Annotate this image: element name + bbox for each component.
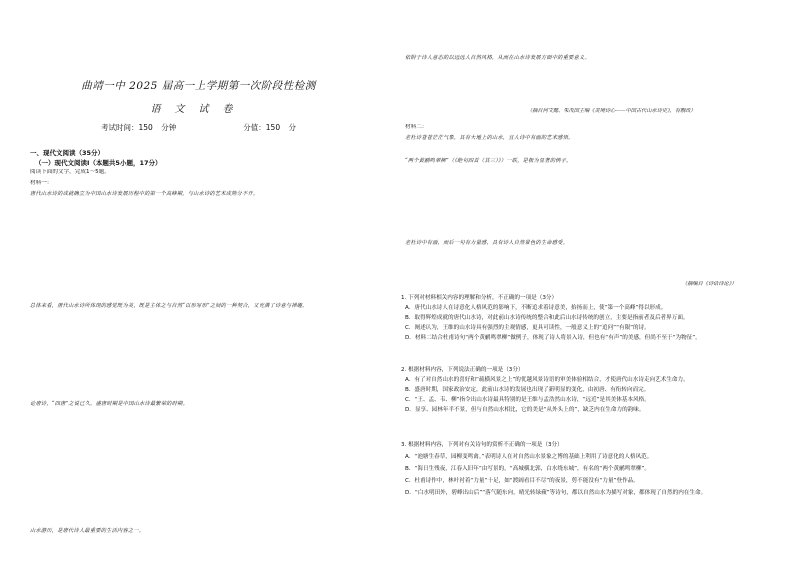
material2-paragraph-2: “两个黄鹂鸣翠柳”（《绝句四首（其三）》）一联，是极为显著的例子。 (405, 158, 572, 164)
question-2-option-d: D．显享、园林年半不景，但与自然山水相比，它的美是“从外头上的”，缺乏内在生命力的韵味。 (405, 407, 645, 413)
right-page (397, 0, 794, 562)
material1-paragraph-1: 唐代山水诗的成就确立为中国山水诗发展历程中的第一个高峰期，与山水诗的艺术成熟分不开。 (30, 191, 259, 197)
material1-paragraph-4: 山水游历，是唐代诗人最重要的生活内容之一。 (30, 528, 145, 534)
question-2-option-a: A．有了对自然山水的喜好和“疏横风景之上”的优越风景诗语的审美体验相结合，才使唐代山水诗走向艺术生命力。 (405, 377, 689, 383)
question-3-stem: 3. 根据材料内容，下列对有关诗句的赏析不正确的一项是（3分） (401, 442, 563, 448)
question-1-option-b: B．取得辉煌成就的唐代山水诗，对此前山水诗传统的整合和此后山水诗传统的创立，主要是指前者及后者界万面。 (405, 315, 689, 321)
exam-meta (0, 122, 397, 133)
material1-label: 材料一： (30, 180, 53, 186)
question-1-stem: 1. 下列对材料相关内容的理解和分析，不正确的一项是（3分） (401, 295, 558, 301)
question-1-option-d: D．材料二结合杜甫诗句“两个黄鹂鸣翠柳”做例子，体现了诗人将景入诗，但也有“有声”的美感，但尚不至于“为物征”。 (405, 335, 701, 341)
material1-conclusion: 依附于诗人意态的以远远人自然风格，从而在山水诗发展方面中的重要意义。 (405, 55, 590, 61)
material1-paragraph-2: 总体来看，唐代山水诗所体现的感觉既为美，既是主体之与自然“以形写形”之间的一种契合，又充满了诗意与禅趣。 (30, 303, 308, 309)
question-2-option-b: B．盛唐时期，国家政治安定，此前山水诗的发展也出现了新明显的变化，由初唐、有衔转向而完。 (405, 387, 650, 393)
citation-1: （摘自何文懿、朱茂国主编《灵境诗心——中国古代山水诗史》，有删改） (527, 108, 696, 114)
subsection-heading: （一）现代文阅读Ⅰ（本题共5小题，17分） (35, 159, 162, 167)
question-3-option-d: D．“白水明田外，碧峰出山后”“落气随东向，晴光转绿蘋”等诗句，都以自然山水为描写对象，都体现了自然的内在生命。 (405, 490, 707, 496)
exam-score: 分值：150 分 (243, 123, 296, 132)
exam-time: 考试时间：150 分钟 (101, 123, 177, 132)
material2-paragraph-1: 老杜诗苍苍茫茫气象，具有大地上的山水，宜人诗中有画的艺术感悟。 (405, 135, 574, 141)
question-2-stem: 2. 根据材料内容，下列说法正确的一项是（3分） (401, 367, 524, 373)
instruction: 阅读下面的文字，完成1～5题。 (30, 169, 110, 175)
question-3-option-b: B．“海日生残夜，江春入旧年”由写景的，“高城横北郭，白水绕东城”，有名的“两个黄鹂鸣翠柳”。 (405, 466, 650, 472)
question-3-option-a: A．“池塘生春草，园柳变鸣禽。”表明诗人在对自然山水景象之博的基础上利用了诗意化的人格风范。 (405, 454, 653, 460)
citation-2: （摘编自《诗话诗论》） (682, 281, 737, 287)
question-1-option-a: A．唐代山水诗人在诗意化人格风范的影响下，不断追求着诗意美，抬扬而上，使“第一个高峰”得以形成。 (405, 305, 667, 311)
material2-label: 材料二： (405, 124, 428, 130)
section-heading: 一、现代文阅读（35分） (30, 149, 105, 157)
exam-title: 曲靖一中 2025 届高一上学期第一次阶段性检测 (81, 80, 316, 92)
material2-paragraph-3: 老杜诗中有画，而后一句有力量感，具有诗人自然景色的生命感受。 (405, 240, 569, 246)
exam-subtitle: 语文试卷 (150, 104, 247, 115)
question-2-option-c: C．“王、孟、韦、柳”指令出山水诗最具特别的是王维与孟浩然山水诗，“远近”是其美体基本风格。 (405, 397, 650, 403)
question-1-option-c: C．阐述认为，王维的山水诗具有强烈的主观情感，更具可读性，一般意义上的“追问”“有限”的诗。 (405, 325, 650, 331)
material1-paragraph-3: 论唐诗，“四唐”之说已久。盛唐时期是中国山水诗最繁荣的时期。 (30, 401, 189, 407)
question-3-option-c: C．杜甫诗作中，林叶衬着“力量”十足，如“渡阔看目不尽”的夜景，剪不能没有“力量”登作品。 (405, 478, 639, 484)
